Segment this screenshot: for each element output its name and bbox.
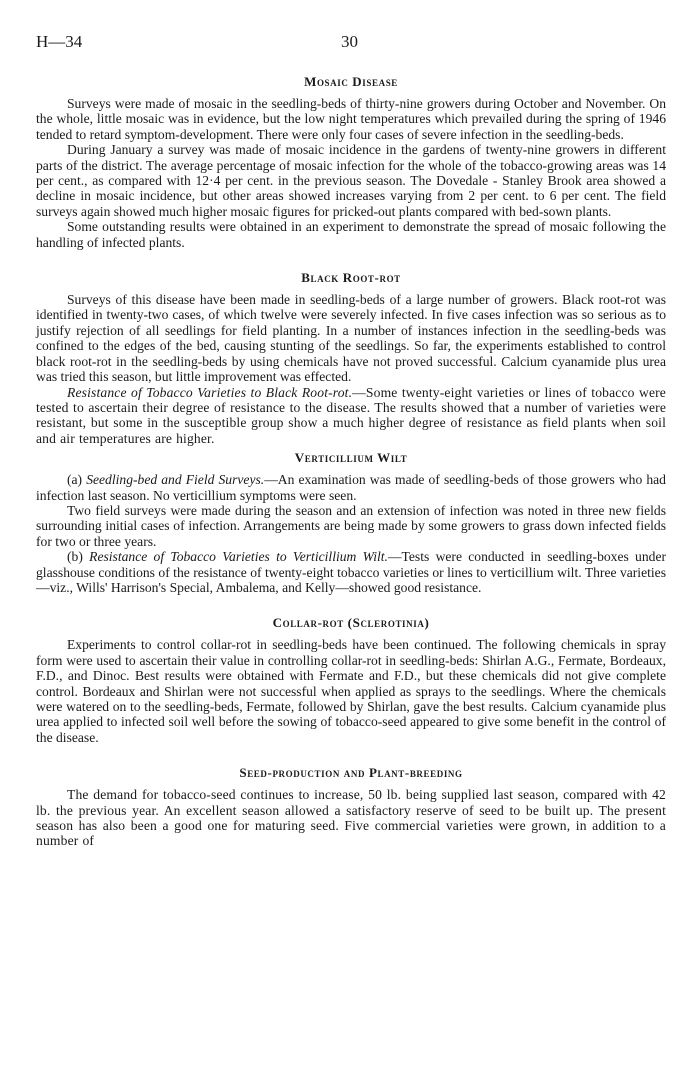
- paragraph-body-resistance-black-root-rot: —Some twenty-eight varieties or lines of tobacco were tested to ascertain their degree of resistance to the disease. The results showed that a number of varieties were resistant, but some in the susceptible group show a much higher degree of resistance as field plants when soil and air temperatures are higher.: [36, 384, 666, 446]
- paragraph-mosaic-1: Surveys were made of mosaic in the seedling-beds of thirty-nine growers during October and November. On the whole, little mosaic was in evidence, but the low night temperatures which prevailed during the spring of 1946 tended to retard symptom-development. There were only four cases of severe infection in the seedling-beds.: [36, 96, 666, 142]
- paragraph-body-resistance-verticillium: —Tests were conducted in seedling-boxes under glasshouse conditions of the resistance of twenty-eight tobacco varieties or lines to verticillium wilt. Three varieties—viz., Wills' Harrison's Special, Ambalema, and Kelly—showed good resistance.: [36, 549, 667, 595]
- paragraph-lead-resistance-verticillium: Resistance of Tobacco Varieties to Verticillium Wilt.: [89, 549, 388, 565]
- section-heading-seed-production: Seed-production and Plant-breeding: [239, 765, 463, 781]
- paragraph-black-root-rot-2: [36, 385, 666, 447]
- paragraph-verticillium-1: [36, 472, 666, 503]
- report-reference: H—34: [36, 32, 83, 51]
- section-heading-verticillium: Verticillium Wilt: [294, 450, 408, 466]
- paragraph-label-a: (a): [67, 472, 87, 488]
- paragraph-lead-resistance-black-root-rot: Resistance of Tobacco Varieties to Black Root-rot.: [67, 384, 353, 400]
- paragraph-label-b: (b): [67, 549, 90, 565]
- page-number: 30: [341, 32, 358, 51]
- paragraph-verticillium-2: Two field surveys were made during the season and an extension of infection was noted in three new fields surrounding initial cases of infection. Arrangements are being made by some growers to grass down infected fields for two or three years.: [36, 502, 666, 549]
- document-page: [36, 32, 666, 849]
- page-header: [36, 32, 666, 54]
- section-heading-mosaic: Mosaic Disease: [304, 74, 398, 89]
- paragraph-mosaic-3: Some outstanding results were obtained in an experiment to demonstrate the spread of mosaic following the handling of infected plants.: [36, 219, 666, 250]
- paragraph-mosaic-2: During January a survey was made of mosaic incidence in the gardens of twenty-nine growers in different parts of the district. The average percentage of mosaic infection for the whole of the tobacco-growing areas was 14 per cent., as compared with 12·4 per cent. in the previous season. The Dovedale - Stanley Brook area showed a decline in mosaic incidence, but other areas showed increases varying from 2 per cent. to 6 per cent. The field surveys again showed much higher mosaic figures for pricked-out plants compared with bed-sown plants.: [36, 142, 666, 219]
- paragraph-black-root-rot-1: Surveys of this disease have been made in seedling-beds of a large number of growers. Black root-rot was identified in twenty-two cases, of which twelve were severely infected. In five cases infection was so serious as to justify rejection of all seedlings for field planting. In a number of instances infection in the seedling-beds was confined to the edges of the bed, causing stunting of the seedlings. So far, the experiments established to control black root-rot in the seedling-beds by using chemicals have not proved successful. Calcium cyanamide plus urea was tried this season, but little improvement was effected.: [36, 292, 666, 385]
- paragraph-verticillium-3: [36, 549, 666, 595]
- paragraph-lead-field-surveys: Seedling-bed and Field Surveys.: [86, 472, 265, 488]
- section-heading-collar-rot: Collar-rot (Sclerotinia): [272, 615, 430, 631]
- section-heading-black-root-rot: Black Root-rot: [301, 270, 401, 286]
- paragraph-seed-production-1: The demand for tobacco-seed continues to increase, 50 lb. being supplied last season, compared with 42 lb. the previous year. An excellent season allowed a satisfactory reserve of seed to be built up. The present season has also been a good one for maturing seed. Five commercial varieties were grown, in addition to a number of: [36, 787, 666, 849]
- paragraph-collar-rot-1: Experiments to control collar-rot in seedling-beds have been continued. The following chemicals in spray form were used to ascertain their value in controlling collar-rot in seedling-beds: Shirlan A.G., Fermate, Bordeaux, F.D., and Dinoc. Best results were obtained with Fermate and F.D., but these chemicals did not give complete control. Bordeaux and Shirlan were not successful when applied as sprays to the seedlings. Where the chemicals were watered on to the seedling-beds, Fermate, followed by Shirlan, gave the best results. Calcium cyanamide plus urea applied to infected soil well before the sowing of tobacco-seed appeared to give some benefit in the control of the disease.: [36, 637, 666, 745]
- paragraph-body-field-surveys: —An examination was made of seedling-beds of those growers who had infection last season. No verticillium symptoms were seen.: [36, 472, 666, 503]
